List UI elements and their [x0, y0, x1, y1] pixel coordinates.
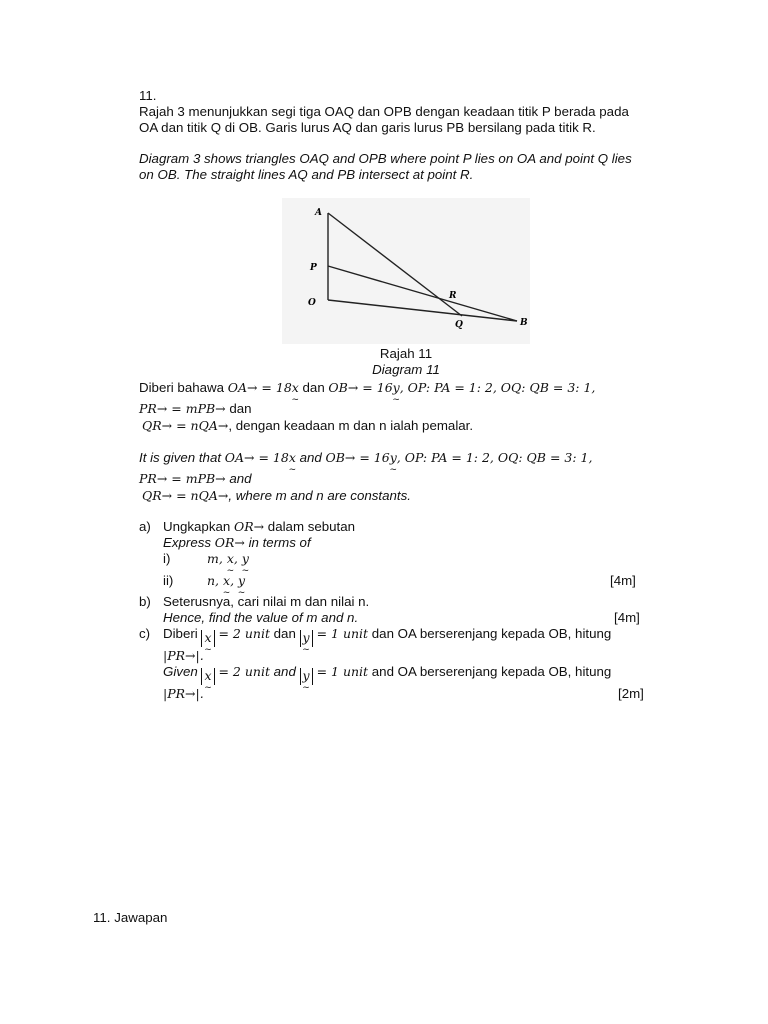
- given-ms-x: x ~: [292, 380, 299, 396]
- part-a-i-terms: [207, 551, 249, 567]
- triangle-diagram-svg: [282, 198, 530, 344]
- part-c-en-prefix: Given: [163, 664, 202, 679]
- part-a-i-label: i): [163, 551, 171, 566]
- intro-en-line-2: on OB. The straight lines AQ and PB intersect at point R.: [139, 167, 474, 182]
- part-b-marks: [4m]: [614, 610, 640, 625]
- part-a-en-prefix: Express: [163, 535, 215, 550]
- part-a-ms-prefix: Ungkapkan: [163, 519, 234, 534]
- part-c-en-x: x ~: [204, 668, 211, 684]
- part-b-en: Hence, find the value of m and n.: [163, 610, 359, 625]
- part-a-en: [163, 535, 311, 551]
- part-a-ii-sep: ,: [230, 573, 239, 588]
- part-a-ii-y: y ~: [238, 573, 245, 589]
- given-ms-ratios: , OP: PA = 1: 2, OQ: QB = 3: 1,: [399, 380, 596, 395]
- part-a-ms-suffix: dalam sebutan: [264, 519, 356, 534]
- part-b-label: b): [139, 594, 151, 609]
- point-label-B: B: [520, 318, 528, 328]
- diagram-caption-en: Diagram 11: [372, 362, 440, 377]
- triangle-diagram: [282, 198, 530, 344]
- diagram-background: [282, 198, 530, 344]
- part-a-i-x: x ~: [227, 551, 234, 567]
- given-ms-line-1: [139, 380, 595, 396]
- part-a-marks: [4m]: [610, 573, 636, 588]
- part-c-ms-eq2: = 1 unit: [312, 626, 369, 641]
- given-ms-qr: QR→ = nQA→: [142, 418, 229, 433]
- part-a-i-m: m,: [207, 551, 227, 566]
- point-label-Q: Q: [455, 320, 463, 330]
- part-c-en-line-2: [163, 686, 204, 702]
- given-en-line-2: [139, 471, 252, 487]
- given-ms-y: y ~: [393, 380, 400, 396]
- given-ms-dan: dan: [298, 380, 329, 395]
- part-c-ms-y: y ~: [303, 630, 310, 646]
- intro-ms-line-2: OA dan titik Q di OB. Garis lurus AQ dan garis lurus PB bersilang pada titik R.: [139, 120, 596, 135]
- part-a-ms: [163, 519, 355, 535]
- part-c-marks: [2m]: [618, 686, 644, 701]
- part-c-ms-suffix: dan OA berserenjang kepada OB, hitung: [368, 626, 612, 641]
- given-en-x: x ~: [289, 450, 296, 466]
- diagram-caption-ms: Rajah 11: [379, 346, 433, 361]
- part-a-label: a): [139, 519, 151, 534]
- given-ms-ob: OB→ = 16: [328, 380, 393, 395]
- answer-label: 11. Jawapan: [93, 910, 168, 925]
- part-a-en-suffix: in terms of: [244, 535, 311, 550]
- given-en-prefix: It is given that: [139, 450, 225, 465]
- given-ms-prefix: Diberi bahawa: [139, 380, 228, 395]
- part-c-ms-eq1: = 2 unit: [214, 626, 270, 641]
- given-ms-oa: OA→ = 18: [227, 380, 292, 395]
- given-en-ratios: , OP: PA = 1: 2, OQ: QB = 3: 1,: [396, 450, 593, 465]
- part-a-en-math: OR→: [214, 535, 245, 550]
- given-en-qr: QR→ = nQA→: [142, 488, 229, 503]
- part-c-ms-pr: |PR→|.: [163, 648, 204, 663]
- part-a-ii-x: x ~: [223, 573, 230, 589]
- part-c-en-line-1: [163, 664, 611, 685]
- part-c-en-eq1: = 2 unit: [214, 664, 270, 679]
- point-label-P: P: [310, 263, 317, 273]
- given-ms-line-2: [139, 401, 252, 417]
- question-number: 11.: [139, 88, 157, 103]
- point-label-O: O: [308, 298, 316, 308]
- part-a-ii-terms: [207, 573, 245, 589]
- part-c-ms-x: x ~: [204, 630, 211, 646]
- given-ms-line-3: [142, 418, 473, 434]
- part-c-en-y: y ~: [303, 668, 310, 684]
- point-label-A: A: [315, 208, 322, 218]
- given-ms-qr-suffix: , dengan keadaan m dan n ialah pemalar.: [228, 418, 474, 433]
- given-en-ob: OB→ = 16: [325, 450, 390, 465]
- part-c-ms-prefix: Diberi: [163, 626, 202, 641]
- part-c-label: c): [139, 626, 151, 641]
- given-en-pr-suffix: and: [225, 471, 252, 486]
- given-ms-pr-suffix: dan: [225, 401, 252, 416]
- given-en-line-3: [142, 488, 411, 504]
- part-c-ms-line-1: [163, 626, 611, 647]
- part-a-ii-n: n,: [207, 573, 223, 588]
- part-a-i-sep: ,: [233, 551, 242, 566]
- part-a-ii-label: ii): [163, 573, 174, 588]
- given-en-pr: PR→ = mPB→: [139, 471, 226, 486]
- part-c-en-suffix: and OA berserenjang kepada OB, hitung: [368, 664, 612, 679]
- part-a-i-y: y ~: [242, 551, 249, 567]
- part-b-ms: Seterusnya, cari nilai m dan nilai n.: [163, 594, 370, 609]
- part-c-ms-line-2: [163, 648, 204, 664]
- intro-en-line-1: Diagram 3 shows triangles OAQ and OPB where point P lies on OA and point Q lies: [139, 151, 632, 166]
- part-c-en-and: and: [269, 664, 300, 679]
- intro-ms-line-1: Rajah 3 menunjukkan segi tiga OAQ dan OPB dengan keadaan titik P berada pada: [139, 104, 629, 119]
- part-c-en-pr: |PR→|.: [163, 686, 204, 701]
- given-en-and: and: [295, 450, 326, 465]
- part-c-ms-dan: dan: [269, 626, 300, 641]
- given-en-line-1: [139, 450, 592, 466]
- given-en-oa: OA→ = 18: [224, 450, 289, 465]
- given-en-qr-suffix: , where m and n are constants.: [228, 488, 411, 503]
- part-a-ms-math: OR→: [233, 519, 265, 534]
- given-en-y: y ~: [390, 450, 397, 466]
- given-ms-pr: PR→ = mPB→: [139, 401, 226, 416]
- point-label-R: R: [449, 291, 457, 301]
- part-c-en-eq2: = 1 unit: [312, 664, 369, 679]
